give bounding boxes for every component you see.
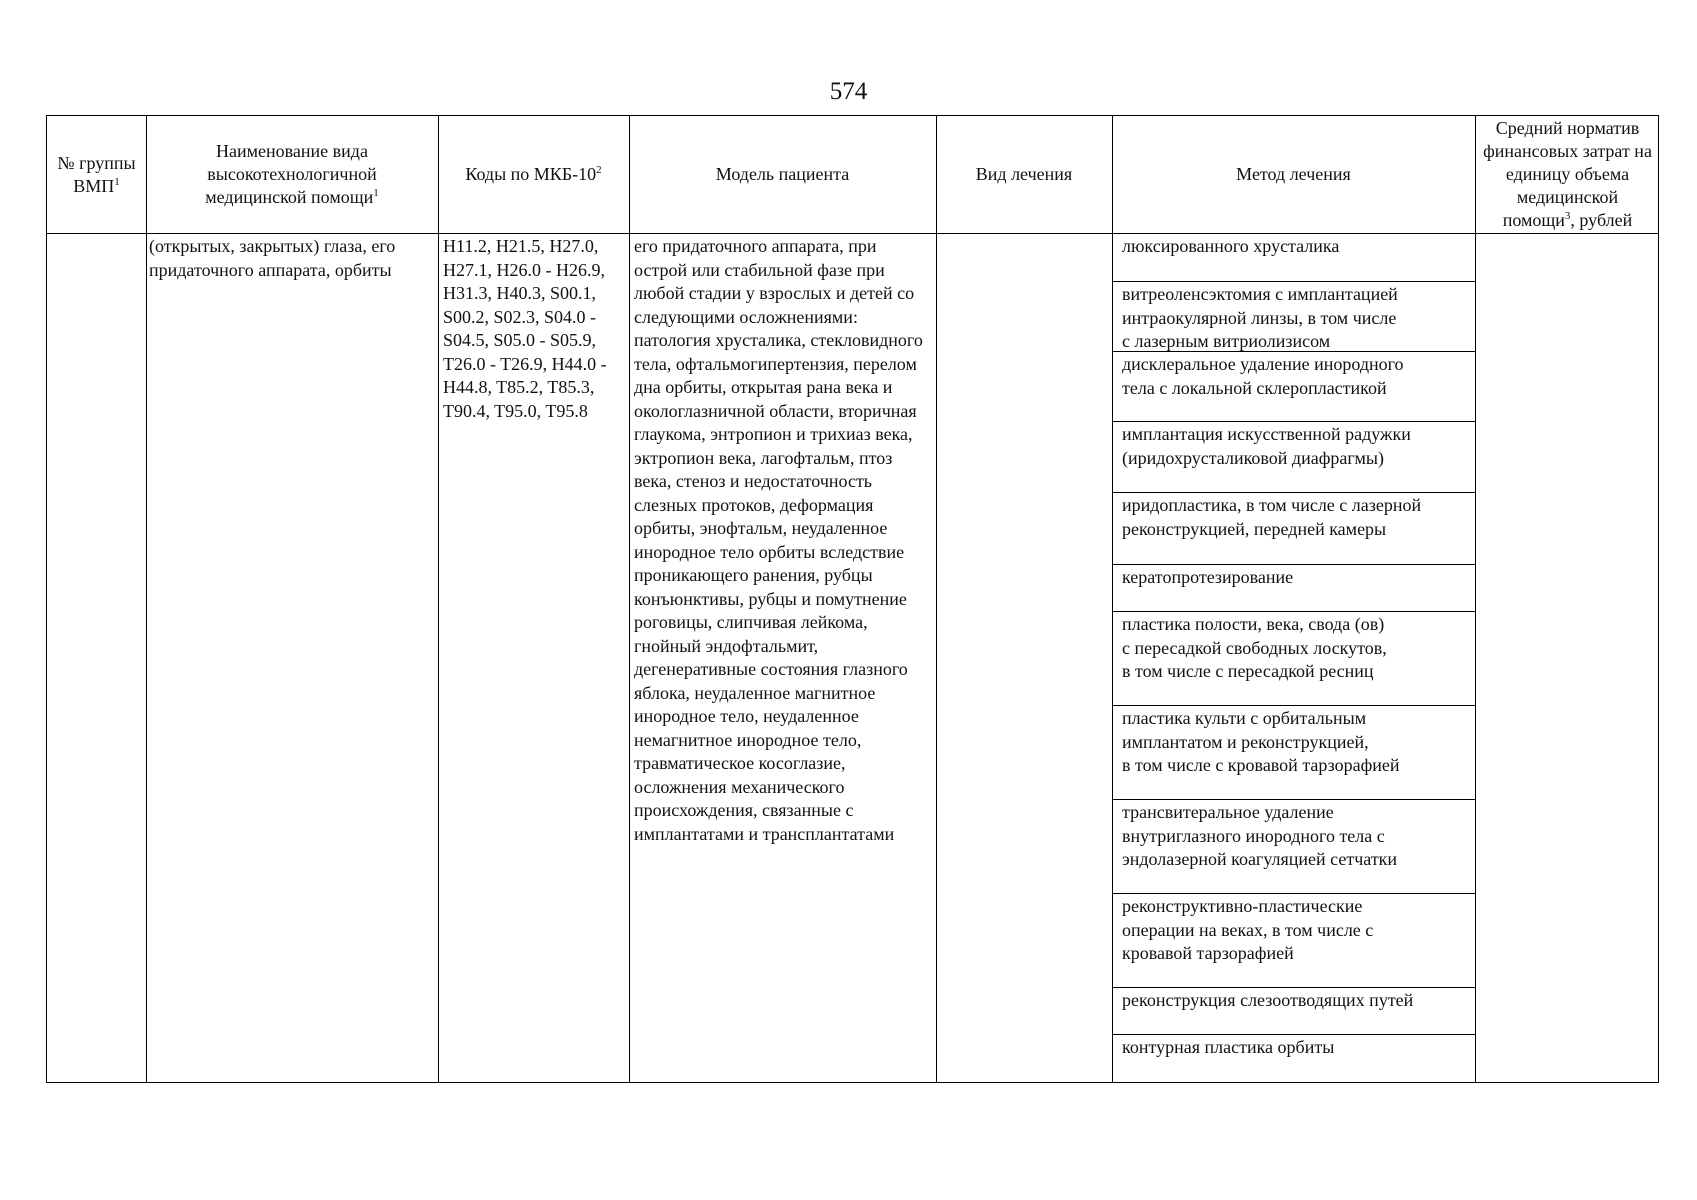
method-divider [1112, 564, 1475, 565]
row-icd-codes: H11.2, H21.5, H27.0, H27.1, H26.0 - H26.9, H31.3, H40.3, S00.1, S00.2, S02.3, S04.0 - S04.5, S05.0 - S05.9, T26.0 - T26.9, H44.0 - H44.8, T85.2, T85.3, T90.4, T95.0, T95.8 [443, 236, 607, 421]
method-divider [1112, 421, 1475, 422]
method-divider [1112, 281, 1475, 282]
header-type-name: Наименование вида высокотехнологичной медицинской помощи$^1$ [205, 141, 379, 207]
row-type-name: (открытых, закрытых) глаза, его придаточного аппарата, орбиты [149, 236, 396, 280]
header-treatment-method: Метод лечения [1236, 164, 1351, 184]
treatment-method-item: витреоленсэктомия с имплантацией интраокулярной линзы, в том числе с лазерным витриолизисом [1122, 284, 1398, 351]
treatment-method-item: иридопластика, в том числе с лазерной реконструкцией, передней камеры [1122, 495, 1422, 539]
method-divider [1112, 893, 1475, 894]
treatment-method-item: имплантация искусственной радужки (иридохрусталиковой диафрагмы) [1122, 424, 1411, 468]
page-number: 574 [829, 78, 868, 105]
method-divider [1112, 492, 1475, 493]
treatment-method-item: трансвитеральное удаление внутриглазного инородного тела с эндолазерной коагуляцией сетчатки [1122, 802, 1398, 869]
method-divider [1112, 987, 1475, 988]
treatment-method-item: дисклеральное удаление инородного тела с локальной склеропластикой [1122, 354, 1404, 398]
header-patient-model: Модель пациента [715, 164, 850, 184]
header-avg-cost: Средний норматив финансовых затрат на единицу объема медицинской помощи$^3$, рублей [1483, 118, 1652, 230]
treatment-method-item: реконструктивно-пластические операции на веках, в том числе с кровавой тарзорафией [1122, 896, 1374, 963]
treatment-method-item: реконструкция слезоотводящих путей [1122, 990, 1414, 1010]
column-divider [1112, 116, 1113, 1082]
method-divider [1112, 799, 1475, 800]
treatment-method-item: пластика культи с орбитальным имплантатом и реконструкцией, в том числе с кровавой тарзорафией [1122, 708, 1400, 775]
column-divider [629, 116, 630, 1082]
method-divider [1112, 1034, 1475, 1035]
row-patient-model: его придаточного аппарата, при острой или стабильной фазе при любой стадии у взрослых и детей со следующими осложнениями: патология хрусталика, стекловидного тела, офтальмогипертензия, перелом дна орбиты, открытая рана века и окологлазничной области, вторичная глаукома, энтропион и трихиаз века, эктропион века, лагофтальм, птоз века, стеноз и недостаточность слезных протоков, деформация орбиты, энофтальм, неудаленное инородное тело орбиты вследствие проникающего ранения, рубцы конъюнктивы, рубцы и помутнение роговицы, слипчивая лейкома, гнойный эндофтальмит, дегенеративные состояния глазного яблока, неудаленное магнитное инородное тело, неудаленное немагнитное инородное тело, травматическое косоглазие, осложнения механического происхождения, связанные с имплантатами и трансплантатами [634, 236, 923, 844]
column-divider [146, 116, 147, 1082]
header-icd-codes: Коды по МКБ-$10^2$ [465, 164, 602, 184]
header-group-no: № группы ВМП$^1$ [57, 152, 136, 196]
treatment-method-item: люксированного хрусталика [1122, 236, 1340, 256]
column-divider [438, 116, 439, 1082]
header-divider [47, 233, 1658, 234]
column-divider [936, 116, 937, 1082]
header-treatment-type: Вид лечения [975, 164, 1073, 184]
medical-care-table [46, 115, 1659, 1083]
method-divider [1112, 611, 1475, 612]
treatment-method-item: контурная пластика орбиты [1122, 1037, 1335, 1057]
treatment-method-item: пластика полости, века, свода (ов) с пересадкой свободных лоскутов, в том числе с пересадкой ресниц [1122, 614, 1387, 681]
treatment-method-item: кератопротезирование [1122, 567, 1294, 587]
method-divider [1112, 705, 1475, 706]
